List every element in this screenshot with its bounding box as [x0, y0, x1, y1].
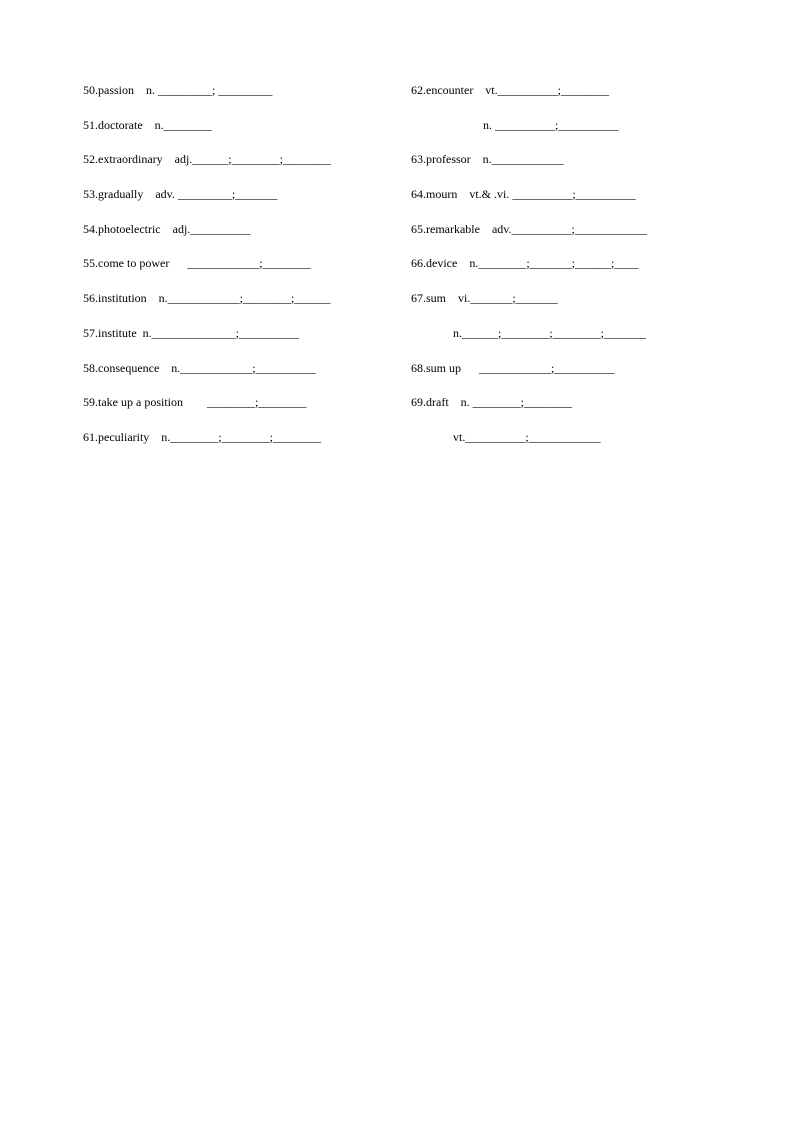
vocab-line: 54.photoelectric adj.__________: [83, 221, 251, 236]
vocab-line: 67.sum vi._______;_______: [411, 291, 558, 306]
vocab-line: 50.passion n. _________; _________: [83, 83, 273, 97]
vocab-line: 59.take up a position ________;________: [83, 395, 307, 410]
vocab-line: n. __________;__________: [411, 117, 619, 132]
vocab-line: 63.professor n.____________: [411, 152, 564, 167]
vocab-line: vt.__________;____________: [411, 429, 601, 444]
vocab-line: 66.device n.________;_______;______;____: [411, 256, 639, 271]
vocab-line: 52.extraordinary adj.______;________;________: [83, 152, 331, 167]
vocab-line: 55.come to power ____________;________: [83, 256, 311, 271]
vocab-line: 62.encounter vt.__________;________: [411, 83, 609, 97]
right-column: [411, 82, 647, 464]
vocab-line: 69.draft n. ________;________: [411, 395, 572, 410]
vocab-line: n.______;________;________;_______: [411, 325, 647, 340]
left-column: [83, 82, 331, 464]
vocab-line: 65.remarkable adv.__________;____________: [411, 221, 647, 236]
vocab-line: 53.gradually adv. _________;_______: [83, 187, 278, 202]
vocab-line: 51.doctorate n.________: [83, 117, 212, 132]
vocab-line: 64.mourn vt.& .vi. __________;__________: [411, 187, 636, 202]
vocab-line: 61.peculiarity n.________;________;________: [83, 429, 321, 444]
vocab-line: 56.institution n.____________;________;______: [83, 291, 331, 306]
vocab-line: 68.sum up ____________;__________: [411, 360, 615, 375]
vocab-line: 58.consequence n.____________;__________: [83, 360, 316, 375]
vocab-line: 57.institute n.______________;__________: [83, 325, 299, 340]
